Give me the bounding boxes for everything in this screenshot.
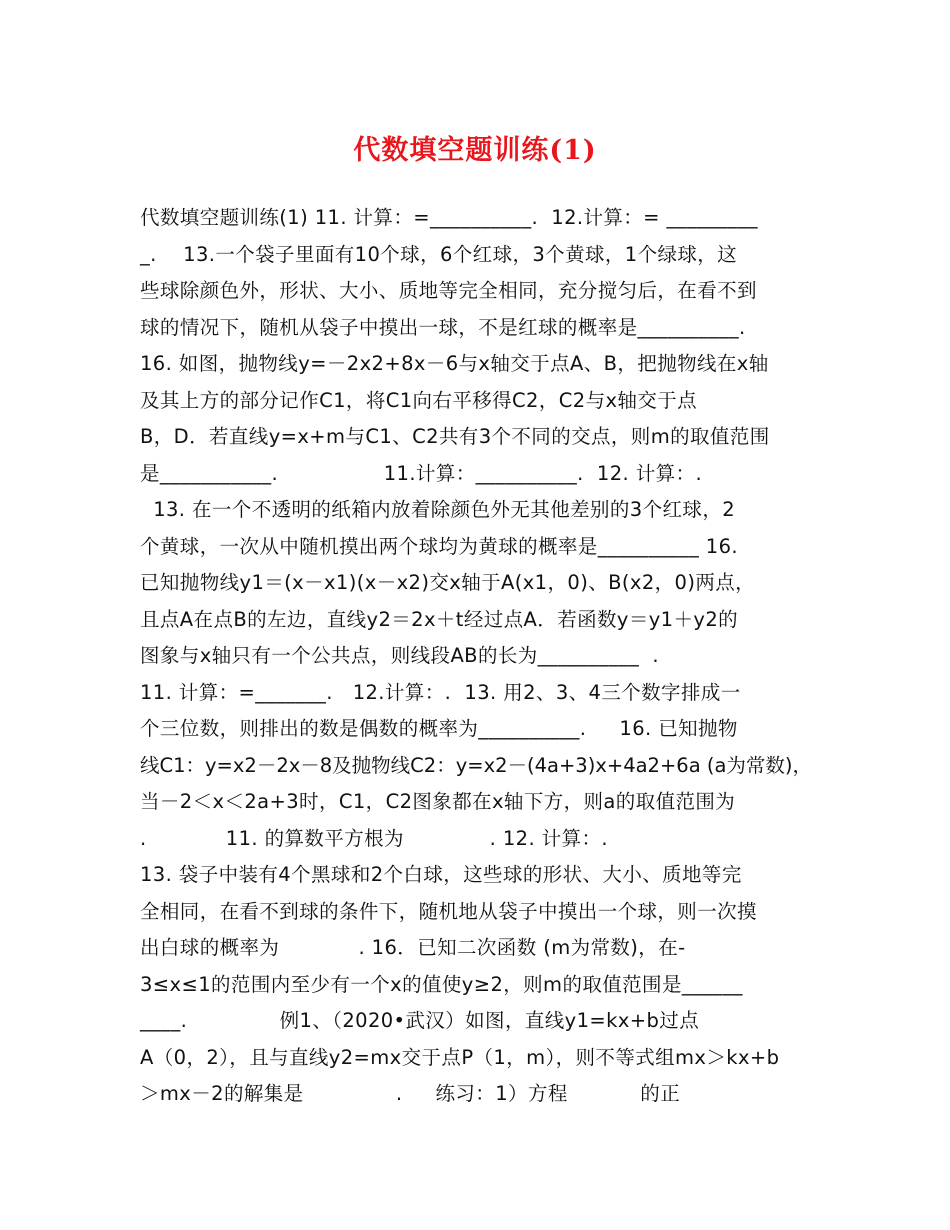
text-line: 是___________. 11.计算：__________. 12. 计算：. bbox=[140, 461, 703, 485]
text-line: 个黄球，一次从中随机摸出两个球均为黄球的概率是__________ 16. bbox=[140, 534, 739, 558]
document-body bbox=[140, 200, 812, 1113]
text-line: 当－2＜x＜2a+3时，C1，C2图象都在x轴下方，则a的取值范围为 bbox=[140, 790, 736, 813]
text-line: A（0，2），且与直线y2=mx交于点P（1，m），则不等式组mx＞kx+b bbox=[140, 1045, 780, 1069]
text-line: 已知抛物线y1＝(x－x1)(x－x2)交x轴于A(x1，0)、B(x2，0)两点， bbox=[140, 571, 756, 594]
text-line: 图象与x轴只有一个公共点，则线段AB的长为__________ . bbox=[140, 644, 659, 667]
text-line: 及其上方的部分记作C1，将C1向右平移得C2，C2与x轴交于点 bbox=[140, 388, 698, 412]
text-line: 代数填空题训练(1) 11. 计算：=__________. 12.计算：= _________ bbox=[140, 206, 758, 229]
text-line: 11. 计算：=_______. 12.计算：. 13. 用2、3、4三个数字排成一 bbox=[140, 680, 741, 704]
text-line: ＞mx－2的解集是 . 练习：1）方程 的正 bbox=[140, 1082, 681, 1105]
text-line: 出白球的概率为 . 16．已知二次函数 (m为常数)，在- bbox=[140, 936, 686, 959]
text-line: 且点A在点B的左边，直线y2＝2x＋t经过点A．若函数y＝y1＋y2的 bbox=[140, 607, 739, 631]
text-line: 线C1：y=x2－2x－8及抛物线C2：y=x2－(4a+3)x+4a2+6a (a为常数)， bbox=[140, 753, 812, 777]
text-line: 个三位数，则排出的数是偶数的概率为__________. 16. 已知抛物 bbox=[140, 717, 738, 740]
text-line: 13. 在一个不透明的纸箱内放着除颜色外无其他差别的3个红球，2 bbox=[140, 498, 736, 521]
text-line: 16. 如图，抛物线y=－2x2+8x－6与x轴交于点A、B，把抛物线在x轴 bbox=[140, 352, 769, 375]
text-line: 13. 袋子中装有4个黑球和2个白球，这些球的形状、大小、质地等完 bbox=[140, 863, 742, 886]
text-line: . 11. 的算数平方根为 . 12. 计算：. bbox=[140, 826, 608, 850]
document-title: 代数填空题训练(1) bbox=[353, 135, 597, 166]
text-line: 球的情况下，随机从袋子中摸出一球，不是红球的概率是__________. bbox=[140, 315, 746, 339]
text-line: ____. 例1、（2020•武汉）如图，直线y1=kx+b过点 bbox=[140, 1009, 700, 1032]
text-line: _. 13.一个袋子里面有10个球，6个红球，3个黄球，1个绿球，这 bbox=[140, 242, 738, 266]
text-line: 些球除颜色外，形状、大小、质地等完全相同，充分搅匀后，在看不到 bbox=[140, 279, 757, 302]
text-line: 全相同，在看不到球的条件下，随机地从袋子中摸出一个球，则一次摸 bbox=[140, 899, 757, 923]
text-line: 3≤x≤1的范围内至少有一个x的值使y≥2，则m的取值范围是______ bbox=[140, 972, 743, 996]
text-line: B，D．若直线y=x+m与C1、C2共有3个不同的交点，则m的取值范围 bbox=[140, 425, 770, 448]
